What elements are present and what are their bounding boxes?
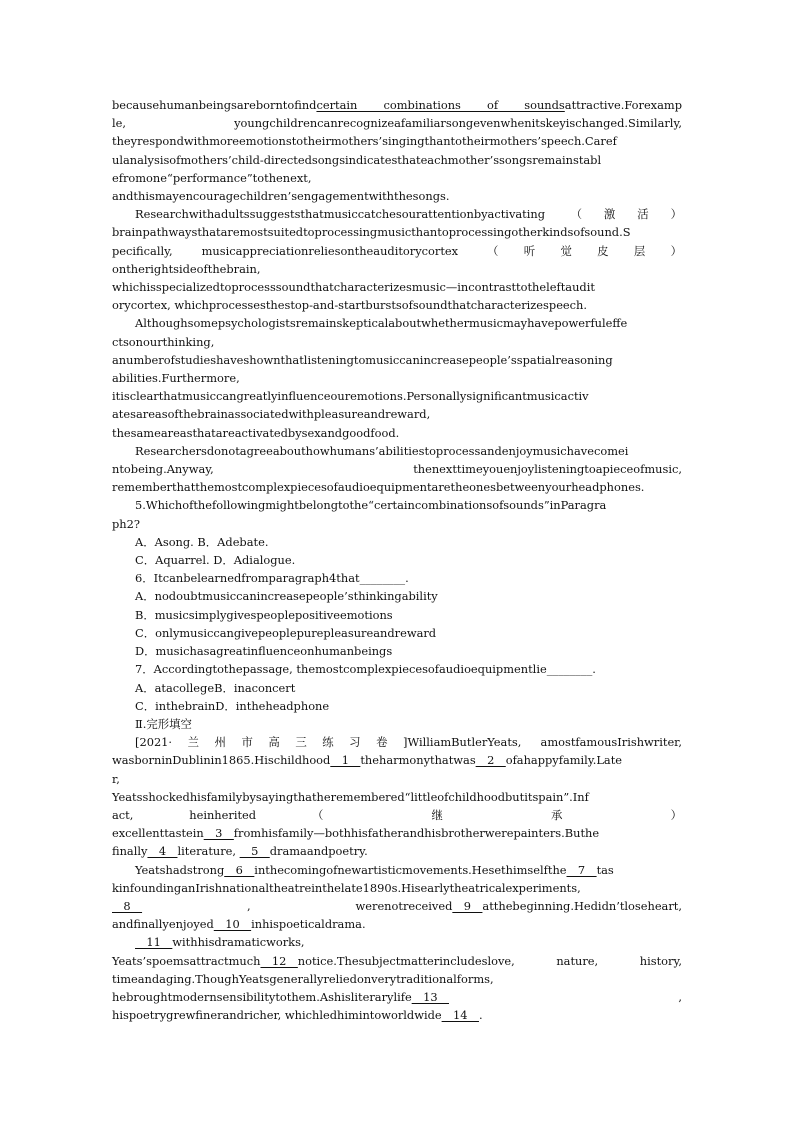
cloze-paragraph-3	[112, 933, 682, 1024]
text-line: ctsonourthinking,	[112, 334, 215, 349]
option-c: C．onlymusiccangivepeoplepurepleasureandreward	[135, 625, 437, 640]
question-stem: 5.Whichofthefollowingmightbelongtothe“certaincombinationsofsounds”inParagra	[135, 498, 607, 513]
question-stem: 7．Accordingtothepassage, themostcomplexpiecesofaudioequipmentlie________.	[135, 662, 596, 677]
blank: __12__	[260, 953, 298, 968]
blank: __6__	[224, 862, 255, 877]
blank: __14__	[441, 1008, 479, 1023]
passage-paragraph-1	[112, 96, 682, 205]
text-line: wasborninDublinin1865.Hischildhood__1__theharmonythatwas__2__ofahappyfamily.Late	[112, 753, 623, 768]
option-line: A．Asong. B．Adebate.	[135, 534, 269, 549]
underlined-phrase: certain combinations of sounds	[316, 98, 565, 112]
text-line: thesameareasthatareactivatedbysexandgoodfood.	[112, 425, 400, 440]
text-line: ntobeing.Anyway, thenexttimeyouenjoylisteningtoapieceofmusic,	[112, 462, 682, 477]
text-line: Researchwithadultssuggeststhatmusiccatchesourattentionbyactivating （激活）	[135, 207, 682, 222]
text-line: kinfoundinganIrishnationaltheatreinthelate1890s.Hisearlytheatricalexperiments,	[112, 880, 581, 895]
text-line: Yeatshadstrong__6__inthecomingofnewartisticmovements.Hesethimselfthe__7__tas	[135, 862, 614, 877]
text-line: Yeatsshockedhisfamilybysayingthatheremembered“littleofchildhoodbutitspain”.Inf	[112, 789, 589, 804]
text-line: hispoetrygrewfinerandricher, whichledhimintoworldwide__14__.	[112, 1008, 483, 1023]
passage-paragraph-2	[112, 205, 682, 314]
option-d: D．musichasagreatinfluenceonhumanbeings	[135, 644, 393, 659]
text-line: whichisspecializedtoprocesssoundthatcharacterizesmusic—incontrasttotheleftaudit	[112, 280, 595, 295]
blank: __2__	[475, 753, 506, 768]
text-line: itisclearthatmusiccangreatlyinfluenceouremotions.Personallysignificantmusicactiv	[112, 389, 589, 404]
text-line: brainpathwaysthataremostsuitedtoprocessingmusicthantoprocessingotherkindsofsound.S	[112, 225, 631, 240]
blank: __10__	[213, 917, 252, 932]
option-line: C．inthebrainD．intheheadphone	[135, 698, 330, 713]
text-line: __11__withhisdramaticworks,	[135, 935, 305, 950]
question-7	[112, 660, 682, 715]
option-b: B．musicsimplygivespeoplepositiveemotions	[135, 607, 393, 622]
text-line: r,	[112, 771, 120, 786]
blank: __3__	[203, 826, 234, 841]
text-line: le, youngchildrencanrecognizeafamiliarsongevenwhenitskeyischanged.Similarly,	[112, 116, 682, 131]
text-line: pecifically, musicappreciationreliesontheauditorycortex （听觉皮层）	[112, 243, 682, 258]
text-line: Yeats’spoemsattractmuch__12__notice.Thesubjectmatterincludeslove, nature, history,	[112, 953, 682, 968]
option-line: A．atacollegeB．inaconcert	[135, 680, 296, 695]
passage-paragraph-4	[112, 442, 682, 497]
question-5	[112, 496, 682, 569]
text-line: anumberofstudieshaveshownthatlisteningtomusiccanincreasepeople’sspatialreasoning	[112, 352, 613, 367]
cloze-paragraph-2	[112, 861, 682, 934]
cloze-paragraph-1	[112, 733, 682, 860]
text-line: rememberthatthemostcomplexpiecesofaudioequipmentaretheonesbetweenyourheadphones.	[112, 480, 645, 495]
text-line: [2021·兰州市高三练习卷]WilliamButlerYeats, amostfamousIrishwriter,	[135, 735, 682, 750]
text-line: atesareasofthebrainassociatedwithpleasureandreward,	[112, 407, 431, 422]
blank: __5__	[239, 844, 270, 859]
text-line: ulanalysisofmothers’child-directedsongsindicatesthateachmother’ssongsremainstabl	[112, 152, 602, 167]
blank: __8__	[112, 898, 143, 913]
text-line: becausehumanbeingsareborntofindcertain combinations of soundsattractive.Forexamp	[112, 98, 682, 112]
text-line: Researchersdonotagreeabouthowhumans’abilitiestoprocessandenjoymusichavecomei	[135, 443, 629, 458]
document-page	[112, 96, 682, 1024]
text-line: Althoughsomepsychologistsremainskepticalaboutwhethermusicmayhavepowerfuleffe	[135, 316, 628, 331]
section-title: Ⅱ.完形填空	[135, 716, 192, 731]
question-stem: 6．Itcanbelearnedfromparagraph4that________.	[135, 571, 409, 586]
text-line: efromone“performance”tothenext,	[112, 170, 312, 185]
blank: __13__	[411, 989, 449, 1004]
question-stem: ph2?	[112, 516, 140, 531]
text-line: abilities.Furthermore,	[112, 371, 240, 386]
text-line: orycortex, whichprocessesthestop-and-startburstsofsoundthatcharacterizespeech.	[112, 298, 588, 313]
text-line: excellenttastein__3__fromhisfamily—bothhisfatherandhisbrotherwerepainters.Buthe	[112, 826, 600, 841]
passage-paragraph-3	[112, 314, 682, 441]
option-line: C．Aquarrel. D．Adialogue.	[135, 553, 296, 568]
text-line: __8__ , werenotreceived__9__atthebeginning.Hedidn’tloseheart,	[112, 898, 682, 913]
option-a: A．nodoubtmusiccanincreasepeople’sthinkingability	[135, 589, 438, 604]
blank: __9__	[452, 898, 483, 913]
text-line: timeandaging.ThoughYeatsgenerallyreliedonverytraditionalforms,	[112, 971, 494, 986]
text-line: andthismayencouragechildren’sengagementwiththesongs.	[112, 189, 450, 204]
text-line: hebroughtmodernsensibilitytothem.Ashisliterarylife__13__ ,	[112, 989, 682, 1004]
text-line: ontherightsideofthebrain,	[112, 261, 261, 276]
text-line: andfinallyenjoyed__10__inhispoeticaldrama.	[112, 917, 366, 932]
blank: __7__	[566, 862, 597, 877]
blank: __1__	[330, 753, 361, 768]
text-line: act, heinherited （ 继 承 ）	[112, 807, 682, 822]
text-line: theyrespondwithmoreemotionstotheirmothers’singingthantotheirmothers’speech.Caref	[112, 134, 617, 149]
text-line: finally__4__literature, __5__dramaandpoetry.	[112, 844, 368, 859]
blank: __4__	[147, 844, 178, 859]
question-6	[112, 569, 682, 660]
blank: __11__	[135, 935, 173, 950]
